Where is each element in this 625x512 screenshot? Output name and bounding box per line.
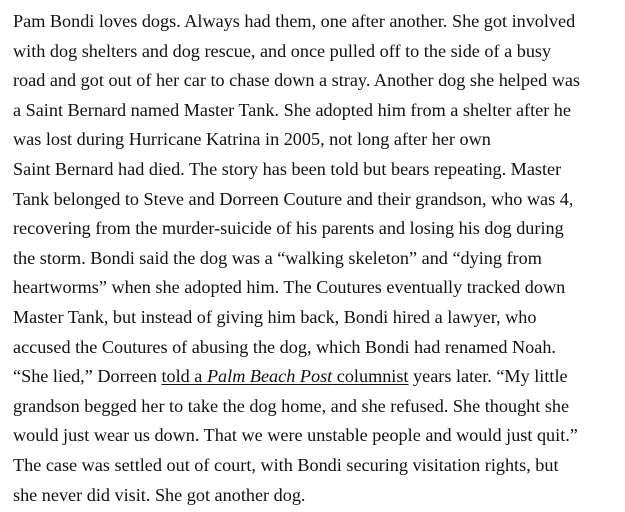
paragraph-line: was lost during Hurricane Katrina in 2005, not long after her own [13, 129, 491, 150]
article-paragraph [13, 7, 619, 510]
paragraph-line: accused the Coutures of abusing the dog, which Bondi had renamed Noah. [13, 336, 556, 357]
paragraph-line: Saint Bernard had died. The story has been told but bears repeating. Master [13, 158, 562, 179]
quote-text: “She lied,” Dorreen [13, 366, 162, 387]
paragraph-line: a Saint Bernard named Master Tank. She adopted him from a shelter after he [13, 99, 571, 120]
paragraph-line: heartworms” when she adopted him. The Coutures eventually tracked down [13, 277, 566, 298]
paragraph-line: The case was settled out of court, with Bondi securing visitation rights, but [13, 454, 559, 475]
paragraph-line: the storm. Bondi said the dog was a “walking skeleton” and “dying from [13, 247, 542, 268]
paragraph-line: Tank belonged to Steve and Dorreen Couture and their grandson, who was 4, [13, 188, 574, 209]
publication-name: Palm Beach Post [206, 366, 333, 387]
paragraph-line: Pam Bondi loves dogs. Always had them, one after another. She got involved [13, 11, 576, 31]
paragraph-line-with-link [13, 362, 619, 392]
link-text: columnist [332, 366, 409, 387]
paragraph-line: recovering from the murder-suicide of his parents and losing his dog during [13, 218, 564, 239]
paragraph-line: grandson begged her to take the dog home, and she refused. She thought she [13, 395, 570, 416]
paragraph-line: Master Tank, but instead of giving him back, Bondi hired a lawyer, who [13, 306, 537, 327]
paragraph-line: with dog shelters and dog rescue, and once pulled off to the side of a busy [13, 40, 552, 61]
paragraph-line: road and got out of her car to chase down a stray. Another dog she helped was [13, 70, 581, 91]
paragraph-line: would just wear us down. That we were unstable people and would just quit.” [13, 425, 578, 446]
link-text: told a [161, 366, 207, 387]
palm-beach-post-columnist-link[interactable] [161, 366, 408, 386]
paragraph-line: she never did visit. She got another dog. [13, 484, 306, 505]
quote-text: years later. “My little [408, 366, 568, 387]
